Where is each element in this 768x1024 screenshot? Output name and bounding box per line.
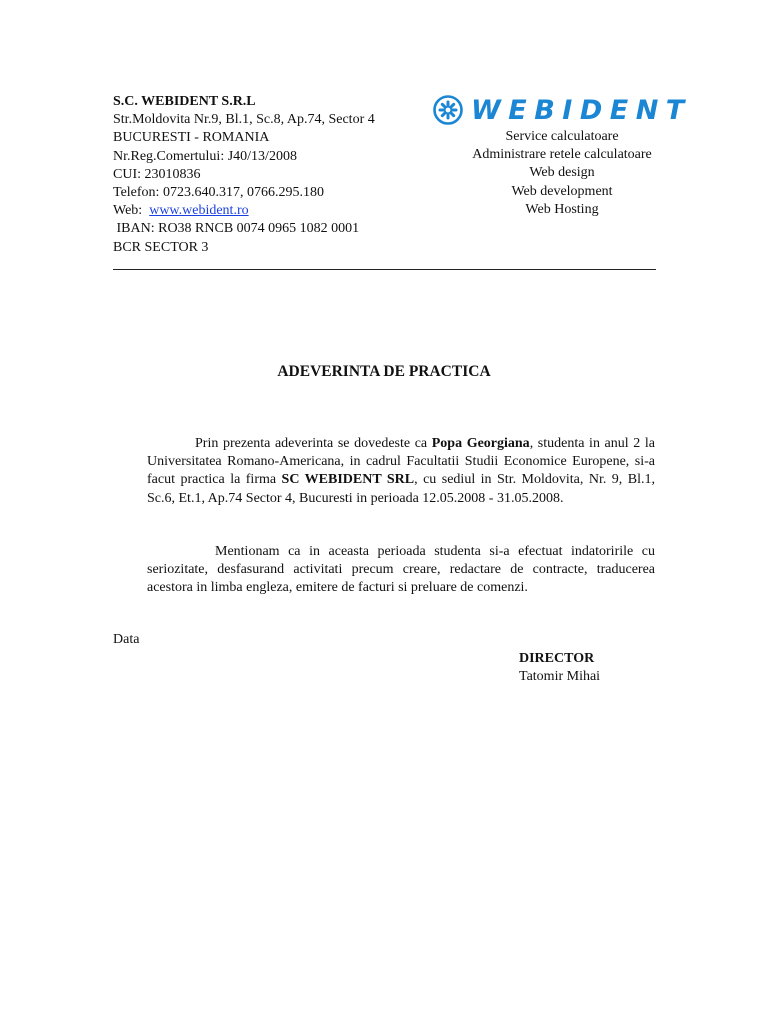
document-title: ADEVERINTA DE PRACTICA — [277, 363, 491, 380]
p1-text-2: , studenta in anul 2 la Universitatea Romano-Americana, in cadrul Facultatii Studii Economice Europene, si-a facut practica la firma — [147, 436, 655, 488]
gear-logo-icon — [432, 94, 464, 126]
signature-title: DIRECTOR — [519, 651, 595, 666]
logo-wordmark: WEBIDENT — [471, 94, 692, 126]
company-reg-com: Nr.Reg.Comertului: J40/13/2008 — [113, 148, 297, 164]
company-web — [113, 202, 433, 220]
iban-text: IBAN: RO38 RNCB 0074 0965 1082 0001 — [116, 221, 360, 237]
paragraph-activities — [147, 543, 655, 598]
signature-name: Tatomir Mihai — [519, 669, 601, 685]
services-list — [432, 128, 692, 219]
company-address: Str.Moldovita Nr.9, Bl.1, Sc.8, Ap.74, Sector 4 — [113, 112, 375, 128]
p1-text-3: , cu sediul in Str. Moldovita, Nr. 9, Bl.1, Sc.6, Et.1, Ap.74 Sector 4, Bucuresti in perioada 12.05.2008 - 31.05.2008. — [147, 472, 655, 506]
student-name: Popa Georgiana — [431, 436, 530, 451]
company-cui: CUI: 23010836 — [113, 166, 201, 182]
firm-name: SC WEBIDENT SRL — [281, 472, 415, 488]
webident-logo — [432, 92, 694, 128]
service-item: Web design — [529, 165, 595, 181]
company-details — [113, 93, 433, 257]
company-iban — [113, 220, 433, 238]
header-divider — [113, 269, 656, 270]
date-label: Data — [113, 632, 140, 647]
service-item: Web Hosting — [525, 201, 599, 217]
signature-block — [519, 650, 600, 686]
company-phone: Telefon: 0723.640.317, 0766.295.180 — [113, 185, 324, 201]
web-label: Web: — [113, 203, 143, 219]
company-name: S.C. WEBIDENT S.R.L — [113, 94, 256, 109]
paragraph-attestation — [147, 435, 655, 508]
website-link[interactable]: www.webident.ro — [149, 203, 249, 219]
company-city: BUCURESTI - ROMANIA — [113, 130, 270, 146]
service-item: Administrare retele calculatoare — [472, 147, 652, 163]
service-item: Web development — [511, 183, 613, 199]
p1-text-1: Prin prezenta adeverinta se dovedeste ca — [195, 436, 432, 451]
service-item: Service calculatoare — [505, 129, 619, 144]
company-bank: BCR SECTOR 3 — [113, 239, 209, 255]
p2-text: Mentionam ca in aceasta perioada studenta si-a efectuat indatoririle cu seriozitate, desfasurand activitati precum creare, redactare de contracte, traducerea acestora in limba engleza, emitere de facturi si preluare de comenzi. — [147, 544, 655, 596]
